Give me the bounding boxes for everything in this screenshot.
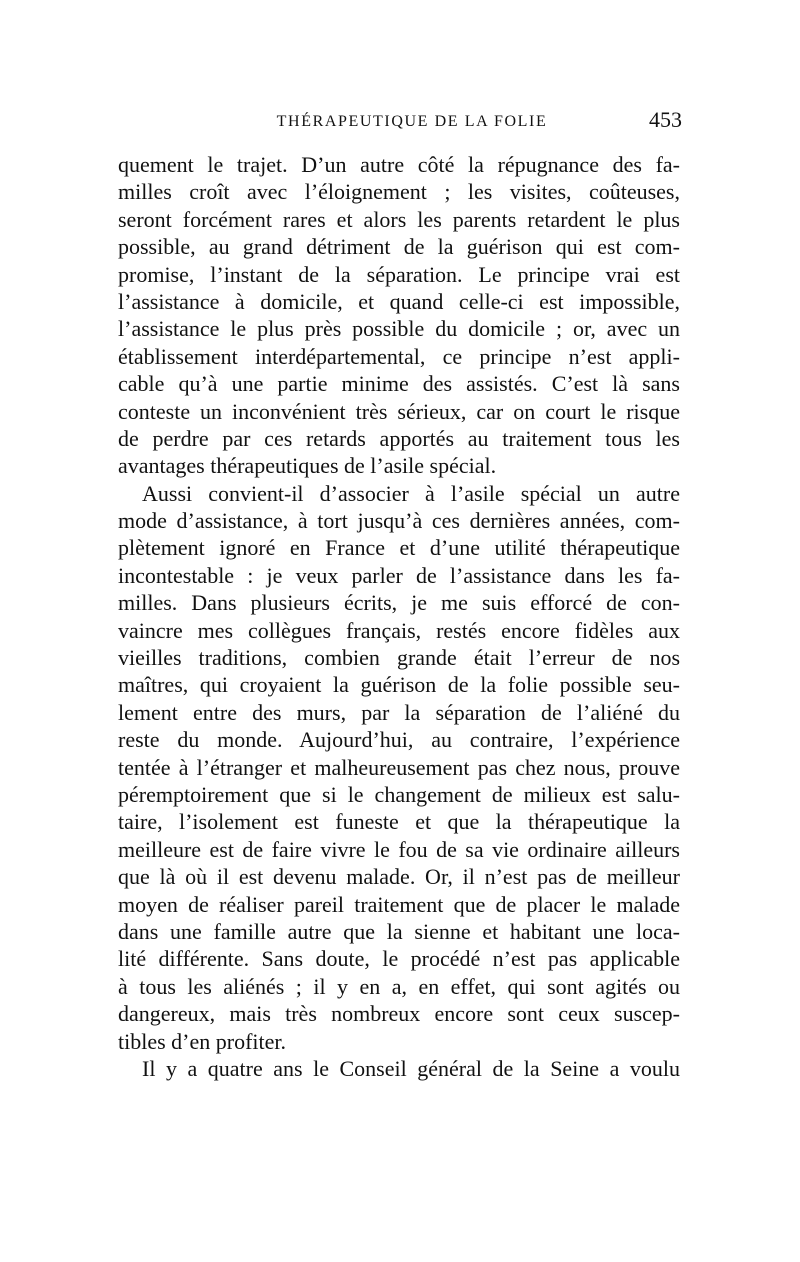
text-line: conteste un inconvénient très sérieux, car on court le risque <box>118 398 680 424</box>
text-line: lité différente. Sans doute, le procédé n’est pas applicable <box>118 946 680 972</box>
text-line: taire, l’isolement est funeste et que la thérapeutique la <box>118 809 680 835</box>
text-line: tentée à l’étranger et malheureusement pas chez nous, prouve <box>118 754 680 780</box>
text-line: promise, l’instant de la séparation. Le principe vrai est <box>118 261 680 287</box>
body-text <box>118 151 680 1082</box>
text-line: quement le trajet. D’un autre côté la répugnance des fa- <box>118 152 680 177</box>
text-line: reste du monde. Aujourd’hui, au contraire, l’expérience <box>118 727 680 753</box>
text-line: possible, au grand détriment de la guérison qui est com- <box>118 234 680 260</box>
page-number: 453 <box>649 107 682 132</box>
text-line: moyen de réaliser pareil traitement que de placer le malade <box>118 891 680 917</box>
paragraph-start-line: Aussi convient-il d’associer à l’asile spécial un autre <box>142 480 680 506</box>
text-line: lement entre des murs, par la séparation de l’aliéné du <box>118 699 680 725</box>
text-line: péremptoirement que si le changement de milieux est salu- <box>118 781 680 807</box>
page-header <box>118 107 682 143</box>
text-line: à tous les aliénés ; il y en a, en effet, qui sont agités ou <box>118 973 680 999</box>
paragraph-start-line: Il y a quatre ans le Conseil général de la Seine a voulu <box>142 1055 680 1081</box>
text-line: l’assistance à domicile, et quand celle-ci est impossible, <box>118 288 680 314</box>
text-line: seront forcément rares et alors les parents retardent le plus <box>118 206 680 232</box>
text-line: milles. Dans plusieurs écrits, je me suis efforcé de con- <box>118 590 680 616</box>
text-line: vaincre mes collègues français, restés encore fidèles aux <box>118 617 680 643</box>
text-line: maîtres, qui croyaient la guérison de la folie possible seu- <box>118 672 680 698</box>
text-line: que là où il est devenu malade. Or, il n’est pas de meilleur <box>118 864 680 890</box>
text-line: établissement interdépartemental, ce principe n’est appli- <box>118 343 680 369</box>
text-line: milles croît avec l’éloignement ; les visites, coûteuses, <box>118 179 680 205</box>
text-line: l’assistance le plus près possible du domicile ; or, avec un <box>118 316 680 342</box>
paragraph-end-line: avantages thérapeutiques de l’asile spécial. <box>118 453 497 479</box>
text-line: dangereux, mais très nombreux encore sont ceux suscep- <box>118 1001 680 1027</box>
text-line: cable qu’à une partie minime des assistés. C’est là sans <box>118 371 680 397</box>
text-line: de perdre par ces retards apportés au traitement tous les <box>118 425 680 451</box>
text-line: mode d’assistance, à tort jusqu’à ces dernières années, com- <box>118 508 680 534</box>
text-line: vieilles traditions, combien grande était l’erreur de nos <box>118 645 680 671</box>
text-line: plètement ignoré en France et d’une utilité thérapeutique <box>118 535 680 561</box>
paragraph-end-line: tibles d’en profiter. <box>118 1028 287 1054</box>
text-line: meilleure est de faire vivre le fou de sa vie ordinaire ailleurs <box>118 836 680 862</box>
running-title: THÉRAPEUTIQUE DE LA FOLIE <box>276 113 548 130</box>
text-line: incontestable : je veux parler de l’assistance dans les fa- <box>118 562 680 588</box>
text-line: dans une famille autre que la sienne et habitant une loca- <box>118 918 680 944</box>
